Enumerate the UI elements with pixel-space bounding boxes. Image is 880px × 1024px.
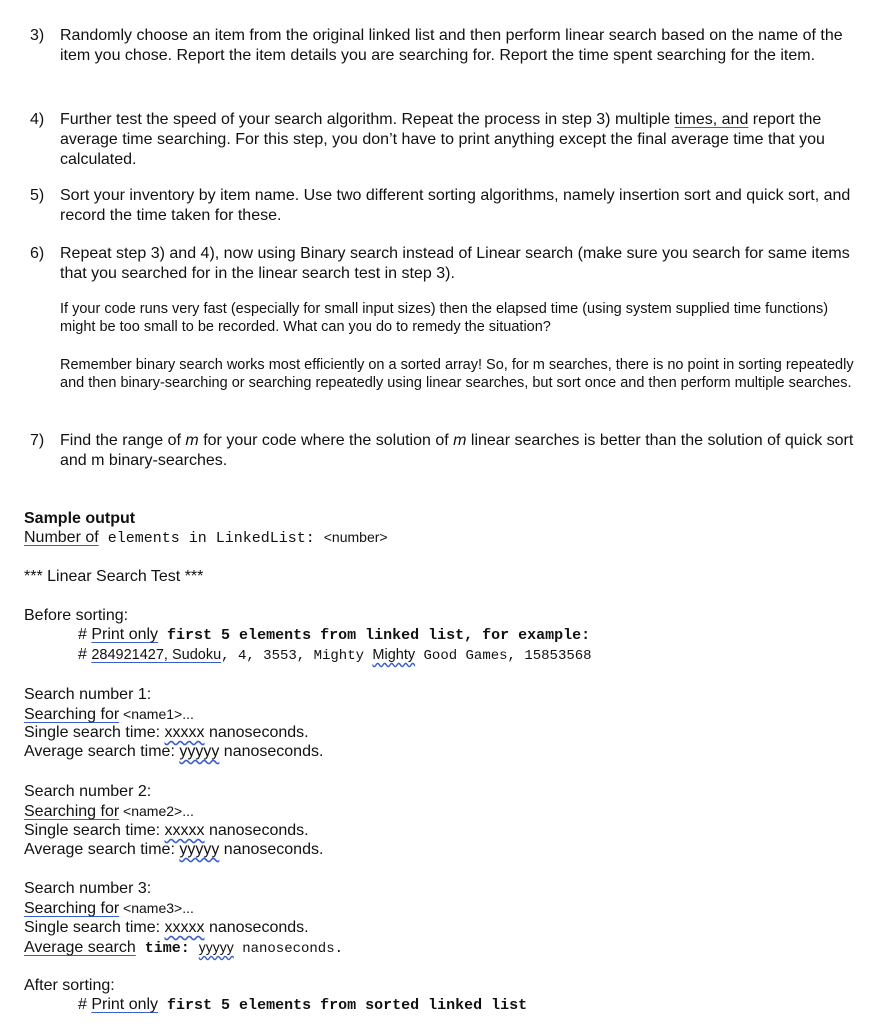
step-number: 4) — [30, 111, 45, 128]
average-search-time: Average search time: yyyyy nanoseconds. — [24, 743, 324, 760]
search-title: Search number 2: — [24, 783, 152, 800]
underlined-text: times, and — [674, 111, 749, 128]
step-number: 5) — [30, 187, 45, 204]
example-record-line: # 284921427, Sudoku, 4, 3553, Mighty Mighty Good Games, 15853568 — [78, 646, 592, 664]
element-count-line: Number of elements in LinkedList: <number> — [24, 529, 388, 547]
step-text: Sort your inventory by item name. Use two different sorting algorithms, namely insertion sort and quick sort, and record the time taken for these. — [60, 187, 851, 224]
note-paragraph: If your code runs very fast (especially for small input sizes) then the elapsed time (using system supplied time functions) might be too small to be recorded. What can you do to remedy the situation? — [60, 301, 829, 335]
sample-output-heading: Sample output — [24, 510, 136, 527]
after-sorting-label: After sorting: — [24, 977, 115, 994]
step-number: 6) — [30, 245, 45, 262]
single-search-time: Single search time: xxxxx nanoseconds. — [24, 822, 309, 839]
comment-line: # Print only first 5 elements from linked list, for example: — [78, 626, 591, 644]
single-search-time: Single search time: xxxxx nanoseconds. — [24, 919, 309, 936]
step-number: 3) — [30, 27, 45, 44]
searching-for-line: Searching for <name3>... — [24, 900, 194, 917]
searching-for-line: Searching for <name2>... — [24, 803, 194, 820]
single-search-time: Single search time: xxxxx nanoseconds. — [24, 724, 309, 741]
before-sorting-label: Before sorting: — [24, 607, 129, 624]
searching-for-line: Searching for <name1>... — [24, 706, 194, 723]
step-number: 7) — [30, 432, 45, 449]
average-search-time: Average search time: yyyyy nanoseconds. — [24, 939, 344, 957]
step-text: Randomly choose an item from the original linked list and then perform linear search based on the name of the item you chose. Report the item details you are searching for. Report the time spent searching for the item. — [60, 27, 843, 64]
step-text: Repeat step 3) and 4), now using Binary search instead of Linear search (make sure you search for same items that you searched for in the linear search test in step 3). — [60, 245, 850, 282]
test-title: *** Linear Search Test *** — [24, 568, 204, 585]
comment-line: # Print only first 5 elements from sorted linked list — [78, 996, 528, 1014]
average-search-time: Average search time: yyyyy nanoseconds. — [24, 841, 324, 858]
search-title: Search number 3: — [24, 880, 152, 897]
search-title: Search number 1: — [24, 686, 152, 703]
step-text: Further test the speed of your search algorithm. Repeat the process in step 3) multiple times, and report the average time searching. For this step, you don’t have to print anything except the final average time that you calculated. — [60, 111, 825, 168]
note-paragraph: Remember binary search works most efficiently on a sorted array! So, for m searches, there is no point in sorting repeatedly and then binary-searching or searching repeatedly using linear searches, but sort once and then perform multiple searches. — [60, 357, 854, 391]
step-text: Find the range of m for your code where the solution of m linear searches is better than the solution of quick sort and m binary-searches. — [60, 432, 854, 469]
